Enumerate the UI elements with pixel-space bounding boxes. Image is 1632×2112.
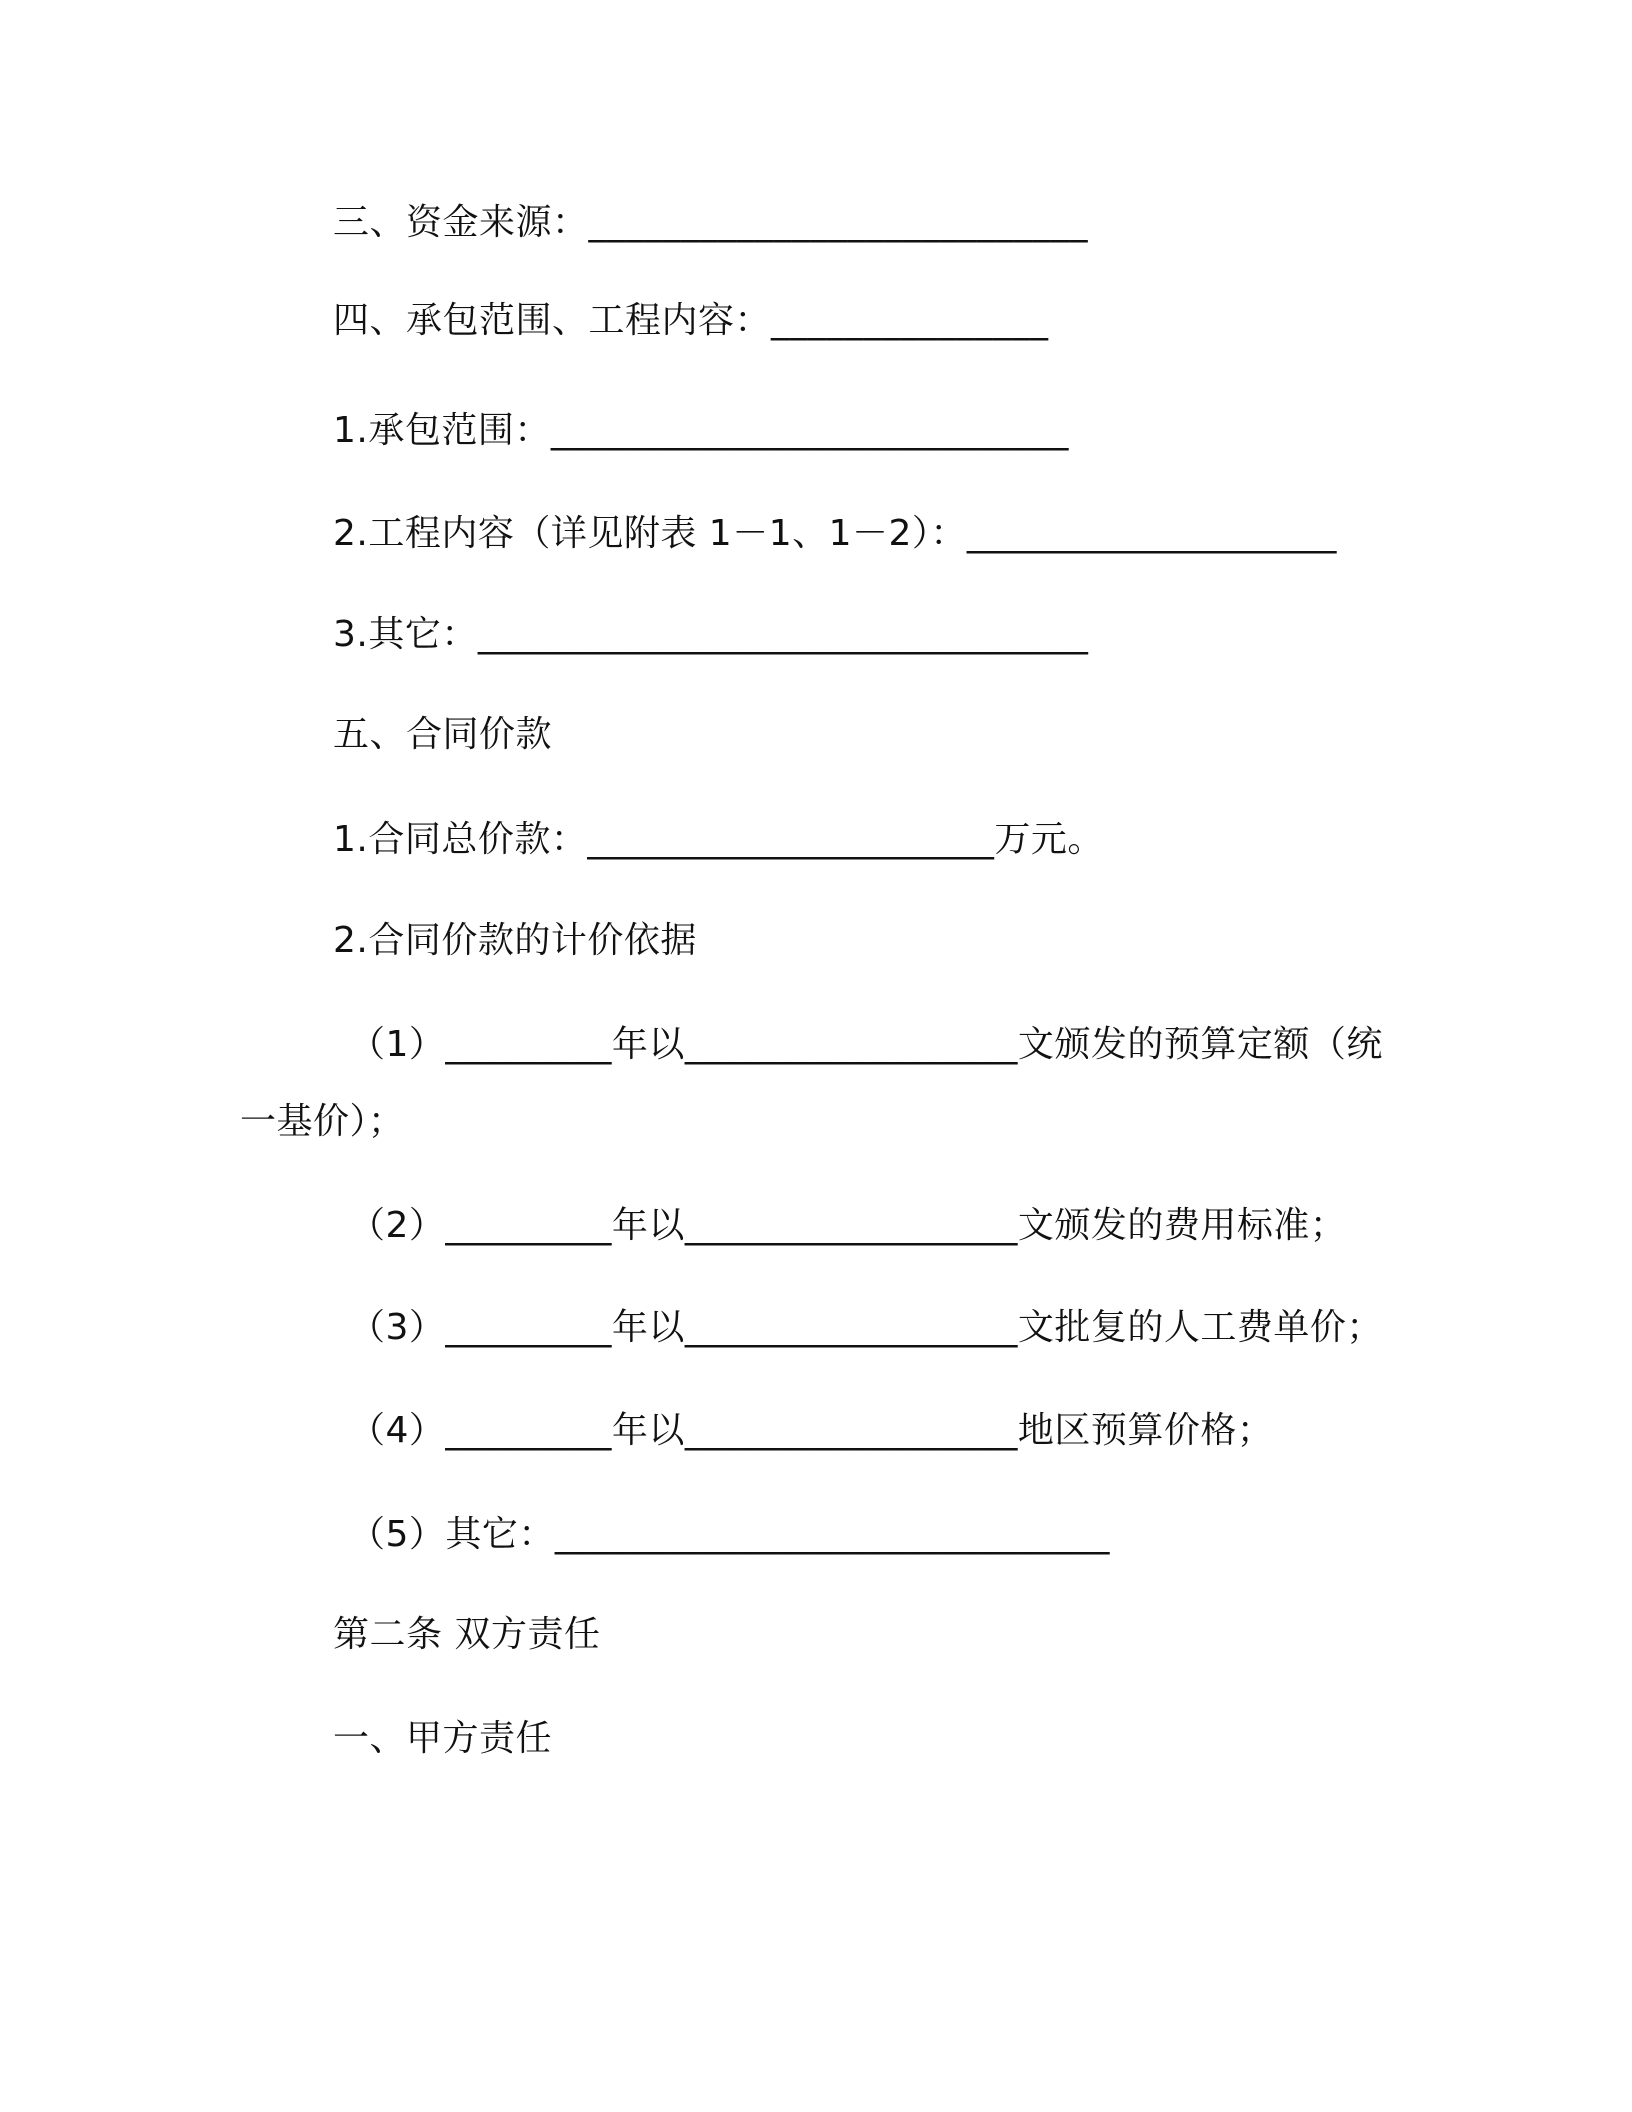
item-pricing-basis: 2.合同价款的计价依据 [333,920,697,961]
section-contract-price: 五、合同价款 [333,714,553,755]
basis-item-3: （3）_________年以__________________文批复的人工费单价； [349,1307,1383,1348]
basis-item-4: （4）_________年以__________________地区预算价格； [349,1410,1274,1451]
section-funding-source: 三、资金来源：___________________________ [333,202,1089,243]
item-other: 3.其它：_________________________________ [333,614,1089,655]
item-work-content: 2.工程内容（详见附表 1－1、1－2）：____________________ [333,513,1337,554]
article-two-heading: 第二条 双方责任 [333,1614,601,1655]
basis-item-1-continued: 一基价）； [240,1101,405,1142]
basis-item-5: （5）其它：______________________________ [349,1514,1110,1555]
basis-item-2: （2）_________年以__________________文颁发的费用标准； [349,1205,1347,1246]
party-a-responsibility-heading: 一、甲方责任 [333,1718,553,1759]
item-contract-scope: 1.承包范围：____________________________ [333,410,1069,451]
item-total-price: 1.合同总价款：______________________万元。 [333,819,1104,860]
basis-item-1: （1）_________年以__________________文颁发的预算定额（统 [349,1024,1383,1065]
section-contract-scope: 四、承包范围、工程内容：_______________ [333,300,1049,341]
